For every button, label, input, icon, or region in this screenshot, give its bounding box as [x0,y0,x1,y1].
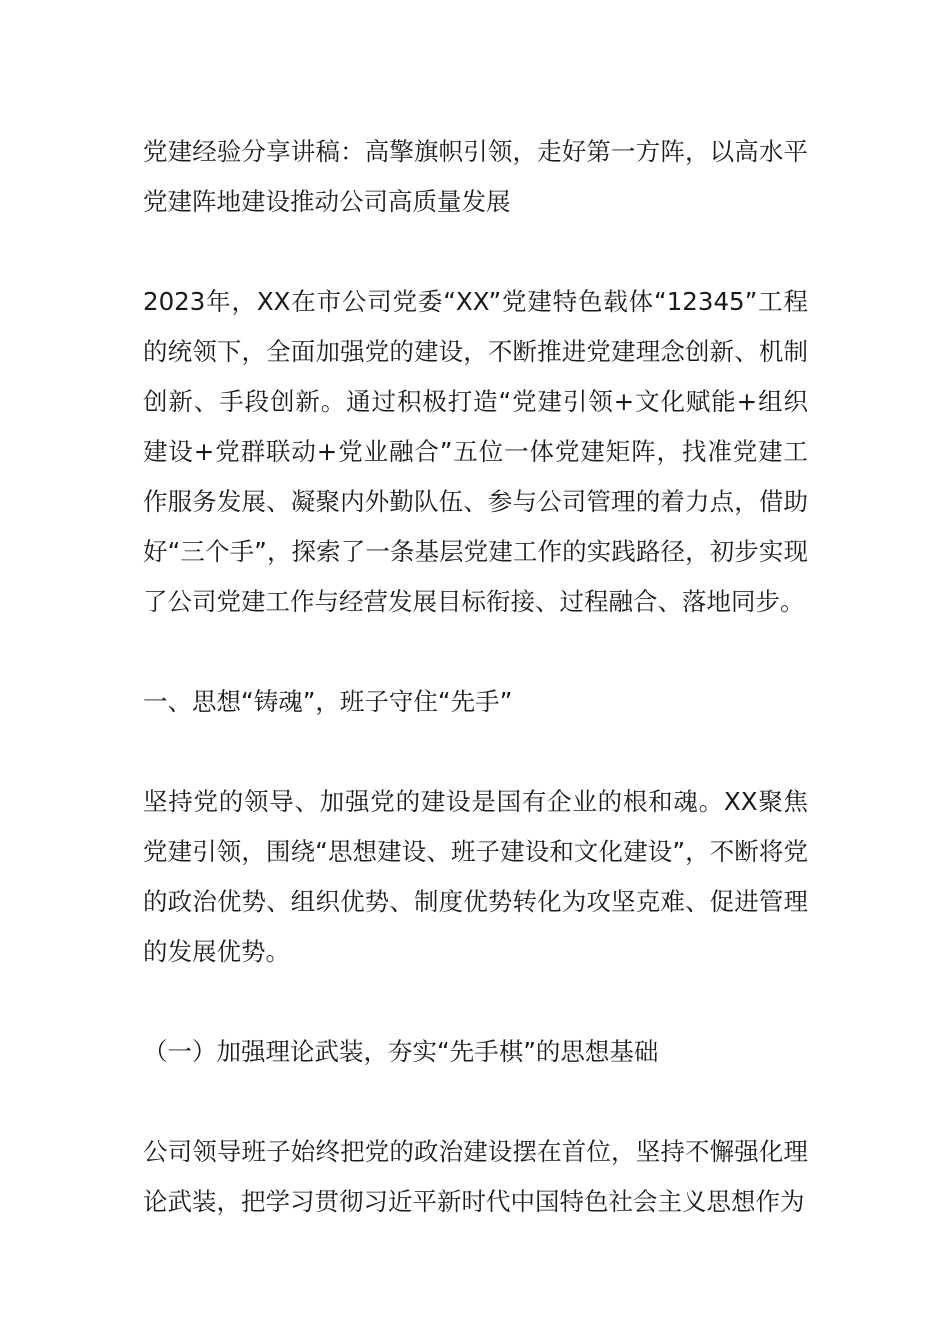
section-heading-1: 一、思想“铸魂”，班子守住“先手” [143,687,513,716]
document-content [143,127,808,1227]
intro-paragraph: 2023年，XX在市公司党委“XX”党建特色载体“12345”工程的统领下，全面加强党的建设，不断推进党建理念创新、机制创新、手段创新。通过积极打造“党建引领+文化赋能+组织建设+党群联动+党业融合”五位一体党建矩阵，找准党建工作服务发展、凝聚内外勤队伍、参与公司管理的着力点，借助好“三个手”，探索了一条基层党建工作的实践路径，初步实现了公司党建工作与经营发展目标衔接、过程融合、落地同步。 [143,287,808,616]
subsection-heading-1: （一）加强理论武装，夯实“先手棋”的思想基础 [143,1037,659,1066]
subsection-paragraph-1: 公司领导班子始终把党的政治建设摆在首位，坚持不懈强化理论武装，把学习贯彻习近平新时代中国特色社会主义思想作为 [143,1137,808,1216]
document-title: 党建经验分享讲稿：高擎旗帜引领，走好第一方阵，以高水平党建阵地建设推动公司高质量发展 [143,137,808,216]
section-paragraph-1: 坚持党的领导、加强党的建设是国有企业的根和魂。XX聚焦党建引领，围绕“思想建设、班子建设和文化建设”，不断将党的政治优势、组织优势、制度优势转化为攻坚克难、促进管理的发展优势。 [143,787,808,966]
